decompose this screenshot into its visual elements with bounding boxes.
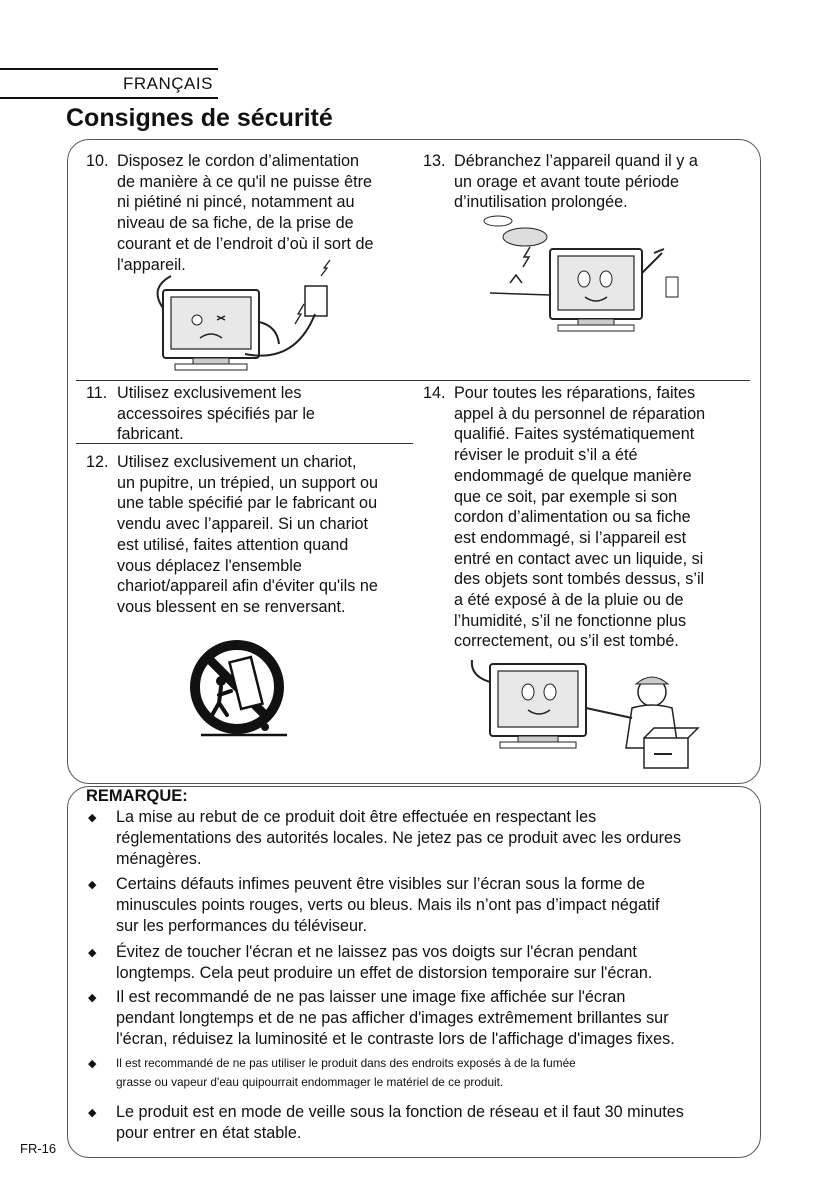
instruction-11-text: Utilisez exclusivement les accessoires spécifiés par le fabricant. [117,384,315,444]
instruction-12-text: Utilisez exclusivement un chariot, un pupitre, un trépied, un support ou une table spécifié par le fabricant ou vendu avec l’appareil. Si un chariot est utilisé, faites attention quand vous déplacez l'ensemble chariot/appareil afin d'éviter qu'ils ne vous blessent en se renversant. [117,453,378,616]
remark-3 [88,942,758,984]
diamond-bullet-icon: ◆ [88,992,97,1004]
instruction-10-text: Disposez le cordon d’alimentation de manière à ce qu'il ne puisse être ni piétiné ni pincé, notamment au niveau de sa fiche, de la prise de courant et de l’endroit d’où il sort de l'appareil. [117,152,374,274]
header-rule-bottom [0,97,218,99]
remark-2-text: Certains défauts infimes peuvent être visibles sur l’écran sous la forme de minuscules points rouges, verts ou bleus. Mais ils n’ont pas d’impact négatif sur les performances du téléviseur. [116,875,660,936]
instruction-10-number: 10. [86,152,109,170]
remark-1 [88,807,758,871]
remarks-title: REMARQUE: [86,787,188,805]
diamond-bullet-icon: ◆ [88,947,97,959]
diamond-bullet-icon: ◆ [88,1107,97,1119]
remark-5 [88,1054,758,1092]
remark-5-text: Il est recommandé de ne pas utiliser le produit dans des endroits exposés à de la fumée grasse ou vapeur d'eau quipourrait endommager le matériel de ce produit. [116,1056,576,1089]
page-number: FR-16 [20,1141,57,1156]
remark-4-text: Il est recommandé de ne pas laisser une image fixe affichée sur l'écran pendant longtemps et de ne pas afficher d'images extrêmement brillantes sur l'écran, réduisez la luminosité et le contraste lors de l'affichage d'images fixes. [116,988,675,1049]
diamond-bullet-icon: ◆ [88,1058,97,1070]
remark-3-text: Évitez de toucher l'écran et ne laissez pas vos doigts sur l'écran pendant longtemps. Cela peut produire un effet de distorsion temporaire sur l'écran. [116,943,653,983]
diamond-bullet-icon: ◆ [88,879,97,891]
header-rule-top [0,68,218,70]
instruction-14-number: 14. [423,384,446,402]
remark-1-text: La mise au rebut de ce produit doit être effectuée en respectant les réglementations des autorités locales. Ne jetez pas ce produit avec les ordures ménagères. [116,808,682,869]
instruction-14 [423,383,753,652]
instruction-10 [86,151,416,275]
tv-technician-illustration [456,652,706,782]
instruction-12 [86,452,416,618]
diamond-bullet-icon: ◆ [88,812,97,824]
instruction-13 [423,151,753,213]
remark-2 [88,874,758,938]
instruction-13-text: Débranchez l’appareil quand il y a un orage et avant toute période d’inutilisation prolongée. [454,152,698,212]
cart-tip-over-warning-icon [187,635,297,745]
page-title: Consignes de sécurité [66,104,333,132]
instruction-11-number: 11. [86,384,108,402]
remark-6 [88,1102,762,1144]
remark-4 [88,987,758,1051]
language-label: FRANÇAIS [123,74,213,93]
tv-power-cord-illustration [145,268,345,378]
tv-storm-unplug-illustration [480,213,690,341]
instruction-12-number: 12. [86,453,109,471]
instruction-14-text: Pour toutes les réparations, faites appel à du personnel de réparation qualifié. Faites systématiquement réviser le produit s’il a été endommagé de quelque manière que ce soit, par exemple si son cordon d’alimentation ou sa fiche est endommagé, si l’appareil est entré en contact avec un liquide, si des objets sont tombés dessus, s’il a été exposé à de la pluie ou de l’humidité, s’il ne fonctionne plus correctement, ou s’il est tombé. [454,384,706,651]
divider-horizontal-1 [76,380,750,381]
remark-6-text: Le produit est en mode de veille sous la fonction de réseau et il faut 30 minutes pour entrer en état stable. [116,1103,684,1143]
instruction-11 [86,383,416,445]
instruction-13-number: 13. [423,152,446,170]
